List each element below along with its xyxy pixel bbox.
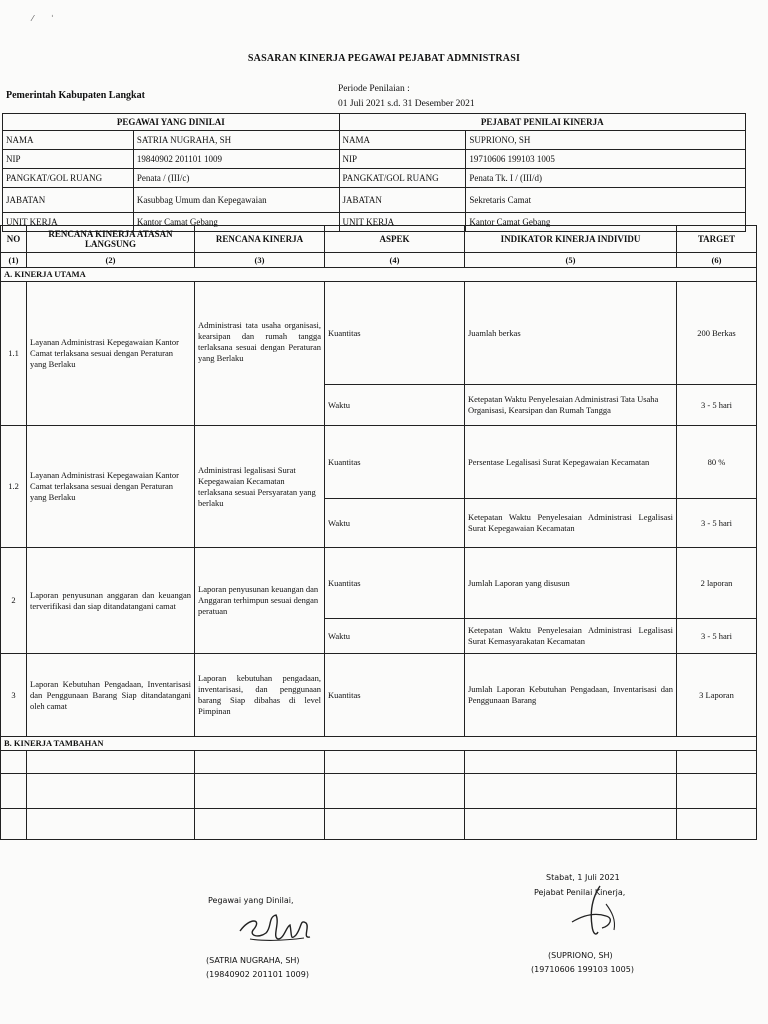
- row-target: 3 - 5 hari: [677, 499, 757, 548]
- scan-marks: ⁄ ˈ: [32, 14, 54, 23]
- pegawai-label: JABATAN: [3, 188, 134, 213]
- penilai-label: NAMA: [339, 131, 466, 150]
- empty-row: [1, 774, 757, 809]
- row-no: 3: [1, 654, 27, 737]
- row-target: 80 %: [677, 426, 757, 499]
- sign-left-caption: Pegawai yang Dinilai,: [208, 896, 294, 905]
- penilai-label: JABATAN: [339, 188, 466, 213]
- row-indikator: Jumlah Laporan yang disusun: [465, 548, 677, 619]
- document-title: SASARAN KINERJA PEGAWAI PEJABAT ADMNISTRASI: [247, 53, 521, 64]
- left-header: PEGAWAI YANG DINILAI: [3, 114, 340, 131]
- pegawai-value: 19840902 201101 1009: [133, 150, 339, 169]
- col-number: (1): [1, 253, 27, 268]
- pegawai-label: NAMA: [3, 131, 134, 150]
- pegawai-label: NIP: [3, 150, 134, 169]
- row-aspek: Kuantitas: [325, 654, 465, 737]
- row-aspek: Kuantitas: [325, 282, 465, 385]
- sign-right-date: Stabat, 1 Juli 2021: [546, 873, 620, 882]
- instansi-name: Pemerintah Kabupaten Langkat: [6, 90, 145, 101]
- info-row: [3, 131, 746, 150]
- penilai-value: Kantor Camat Gebang: [466, 213, 746, 232]
- info-row: [3, 188, 746, 213]
- empty-row: [1, 809, 757, 840]
- col-number: (3): [195, 253, 325, 268]
- pegawai-label: UNIT KERJA: [3, 213, 134, 232]
- row-aspek: Kuantitas: [325, 426, 465, 499]
- col-number: (2): [27, 253, 195, 268]
- row-indikator: Ketepatan Waktu Penyelesaian Administrasi Legalisasi Surat Kepegawaian Kecamatan: [465, 499, 677, 548]
- empty-row: [1, 751, 757, 774]
- row-indikator: Persentase Legalisasi Surat Kepegawaian Kecamatan: [465, 426, 677, 499]
- penilai-value: Sekretaris Camat: [466, 188, 746, 213]
- col-target: TARGET: [677, 226, 757, 253]
- sign-right-caption: Pejabat Penilai Kinerja,: [534, 888, 626, 897]
- row-target: 200 Berkas: [677, 282, 757, 385]
- col-number: (5): [465, 253, 677, 268]
- row-no: 2: [1, 548, 27, 654]
- pegawai-value: Penata / (III/c): [133, 169, 339, 188]
- col-aspek: ASPEK: [325, 226, 465, 253]
- row-rencana: Laporan penyusunan keuangan dan Anggaran terhimpun sesuai dengan peratuan: [195, 548, 325, 654]
- kinerja-table: [0, 225, 757, 840]
- row-target: 2 laporan: [677, 548, 757, 619]
- table-row: [1, 282, 757, 385]
- signature-left: [232, 905, 322, 950]
- periode-label: Periode Penilaian :: [338, 84, 410, 94]
- row-target: 3 - 5 hari: [677, 385, 757, 426]
- section-a-heading: A. KINERJA UTAMA: [1, 268, 757, 282]
- row-no: 1.2: [1, 426, 27, 548]
- sign-right-nip: (19710606 199103 1005): [531, 965, 634, 974]
- row-rencana: Laporan kebutuhan pengadaan, inventarisasi, dan penggunaan barang Siap dibahas di level Pimpinan: [195, 654, 325, 737]
- row-rencana: Administrasi tata usaha organisasi, kearsipan dan rumah tangga terlaksana sesuai dengan Peraturan yang Berlaku: [195, 282, 325, 426]
- row-atasan: Laporan penyusunan anggaran dan keuangan terverifikasi dan siap ditandatangani camat: [27, 548, 195, 654]
- sign-right-name: (SUPRIONO, SH): [548, 951, 613, 960]
- col-rencana: RENCANA KINERJA: [195, 226, 325, 253]
- identity-table: [2, 113, 746, 232]
- row-indikator: Juamlah berkas: [465, 282, 677, 385]
- row-aspek: Waktu: [325, 619, 465, 654]
- row-indikator: Ketepatan Waktu Penyelesaian Administrasi Tata Usaha Organisasi, Kearsipan dan Rumah Tangga: [465, 385, 677, 426]
- col-number: (6): [677, 253, 757, 268]
- col-no: NO: [1, 226, 27, 253]
- periode-value: 01 Juli 2021 s.d. 31 Desember 2021: [338, 99, 475, 109]
- signature-right: [562, 882, 632, 944]
- table-row: [1, 654, 757, 737]
- col-number: (4): [325, 253, 465, 268]
- row-rencana: Administrasi legalisasi Surat Kepegawaian Kecamatan terlaksana sesuai Persyaratan yang berlaku: [195, 426, 325, 548]
- pegawai-value: Kantor Camat Gebang: [133, 213, 339, 232]
- col-indikator: INDIKATOR KINERJA INDIVIDU: [465, 226, 677, 253]
- info-row: [3, 169, 746, 188]
- pegawai-value: SATRIA NUGRAHA, SH: [133, 131, 339, 150]
- row-atasan: Laporan Kebutuhan Pengadaan, Inventarisasi dan Penggunaan Barang Siap ditandatangani oleh camat: [27, 654, 195, 737]
- info-row: [3, 150, 746, 169]
- row-atasan: Layanan Administrasi Kepegawaian Kantor Camat terlaksana sesuai dengan Peraturan yang Berlaku: [27, 282, 195, 426]
- penilai-label: UNIT KERJA: [339, 213, 466, 232]
- pegawai-label: PANGKAT/GOL RUANG: [3, 169, 134, 188]
- sign-left-nip: (19840902 201101 1009): [206, 970, 309, 979]
- sign-left-name: (SATRIA NUGRAHA, SH): [206, 956, 300, 965]
- table-row: [1, 426, 757, 499]
- row-target: 3 - 5 hari: [677, 619, 757, 654]
- row-indikator: Jumlah Laporan Kebutuhan Pengadaan, Inventarisasi dan Penggunaan Barang: [465, 654, 677, 737]
- penilai-label: NIP: [339, 150, 466, 169]
- periode-block: [338, 82, 475, 112]
- row-aspek: Kuantitas: [325, 548, 465, 619]
- penilai-value: Penata Tk. I / (III/d): [466, 169, 746, 188]
- col-atasan: RENCANA KINERJA ATASAN LANGSUNG: [27, 226, 195, 253]
- penilai-value: SUPRIONO, SH: [466, 131, 746, 150]
- right-header: PEJABAT PENILAI KINERJA: [339, 114, 745, 131]
- row-atasan: Layanan Administrasi Kepegawaian Kantor Camat terlaksana sesuai dengan Peraturan yang Berlaku: [27, 426, 195, 548]
- section-b-heading: B. KINERJA TAMBAHAN: [1, 737, 757, 751]
- row-aspek: Waktu: [325, 499, 465, 548]
- pegawai-value: Kasubbag Umum dan Kepegawaian: [133, 188, 339, 213]
- row-aspek: Waktu: [325, 385, 465, 426]
- row-no: 1.1: [1, 282, 27, 426]
- table-row: [1, 548, 757, 619]
- penilai-label: PANGKAT/GOL RUANG: [339, 169, 466, 188]
- penilai-value: 19710606 199103 1005: [466, 150, 746, 169]
- row-target: 3 Laporan: [677, 654, 757, 737]
- row-indikator: Ketepatan Waktu Penyelesaian Administrasi Legalisasi Surat Kemasyarakatan Kecamatan: [465, 619, 677, 654]
